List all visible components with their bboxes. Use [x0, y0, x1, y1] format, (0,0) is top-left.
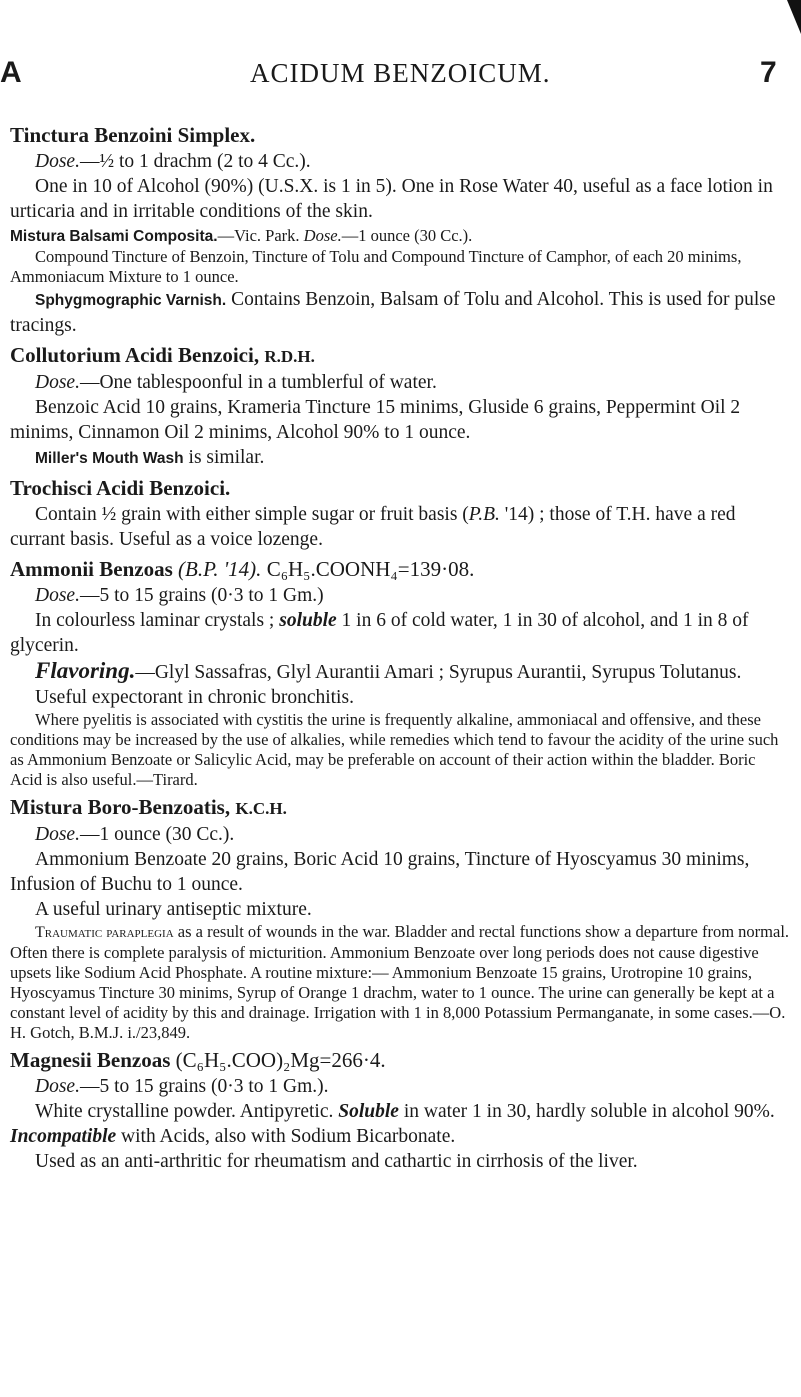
dose-line [10, 583, 790, 608]
miller-text: is similar. [188, 447, 265, 468]
dose-line [10, 1074, 790, 1099]
clinical-note: Where pyelitis is associated with cystitis the urine is frequently alkaline, ammoniacal and offensive, and these conditions may be increased by the use of alkalies, while remedies which tend to favour the acidity of the urine such as Ammonium Benzoate or Salicylic Acid, may be preferable on account of their action within the bladder. Boric Acid is also useful.—Tirard. [10, 710, 779, 789]
formula-name: Mistura Balsami Composita. [10, 228, 218, 245]
entry-paragraph: Benzoic Acid 10 grains, Krameria Tincture 15 minims, Gluside 6 grains, Peppermint Oil 2 minims, Cinnamon Oil 2 minims, Alcohol 90% to 1 ounce. [10, 397, 741, 443]
text-run: Contain ½ grain with either simple sugar or fruit basis ( [35, 504, 469, 525]
entry-heading [10, 1047, 790, 1074]
entry-paragraph: Useful expectorant in chronic bronchitis. [35, 687, 354, 708]
dose-line [10, 149, 790, 174]
soluble-label: Soluble [338, 1101, 399, 1122]
entry-heading [10, 342, 790, 370]
entry-heading [10, 556, 790, 583]
text-run: 1 in 6 of cold water, 1 in 30 of alcohol, and 1 in 8 of glycerin. [10, 610, 749, 656]
varnish-name: Sphygmographic Varnish. [35, 292, 227, 309]
entry-paragraph [10, 1099, 790, 1149]
entry-heading [10, 794, 790, 822]
header-title: ACIDUM BENZOICUM. [250, 58, 551, 88]
entry-heading-text: Mistura Boro-Benzoatis, [10, 795, 231, 819]
entry-paragraph [10, 445, 790, 471]
entry-paragraph [10, 608, 790, 658]
text-run: with Acids, also with Sodium Bicarbonate. [121, 1126, 456, 1147]
flavoring-label: Flavoring. [35, 658, 136, 683]
entry-paragraph: Ammonium Benzoate 20 grains, Boric Acid 10 grains, Tincture of Hyoscyamus 30 minims, Infusion of Buchu to 1 ounce. [10, 849, 750, 895]
dose-text: —One tablespoonful in a tumblerful of water. [79, 372, 437, 393]
dose-text: —5 to 15 grains (0·3 to 1 Gm.). [79, 1076, 329, 1097]
entry-heading-ref: R.D.H. [264, 347, 315, 366]
dose-label: Dose. [35, 151, 80, 172]
text-run: In colourless laminar crystals ; [35, 610, 275, 631]
dose-text: —1 ounce (30 Cc.). [79, 824, 235, 845]
dose-text: —½ to 1 drachm (2 to 4 Cc.). [79, 151, 311, 172]
dose-label: Dose. [35, 1076, 80, 1097]
dose-line [10, 822, 790, 847]
pharmacopoeia-ref: P.B. [468, 504, 500, 525]
note-label: Traumatic paraplegia [35, 924, 174, 941]
entry-heading: Trochisci Acidi Benzoici. [10, 476, 231, 500]
entry-paragraph: Used as an anti-arthritic for rheumatism and cathartic in cirrhosis of the liver. [35, 1151, 638, 1172]
dose-label: Dose. [35, 372, 80, 393]
entry-heading: Tinctura Benzoini Simplex. [10, 123, 256, 147]
entry-paragraph [10, 658, 790, 685]
entry-paragraph [10, 287, 790, 338]
dose-text: —5 to 15 grains (0·3 to 1 Gm.) [79, 585, 324, 606]
text-run: in water 1 in 30, hardly soluble in alcohol 90%. [403, 1101, 775, 1122]
flavoring-text: —Glyl Sassafras, Glyl Aurantii Amari ; Syrupus Aurantii, Syrupus Tolutanus. [135, 662, 742, 683]
dose-line [10, 370, 790, 395]
dose-text: —1 ounce (30 Cc.). [341, 226, 473, 245]
miller-name: Miller's Mouth Wash [35, 450, 184, 467]
running-header [0, 56, 801, 96]
formula-paragraph: Compound Tincture of Benzoin, Tincture of Tolu and Compound Tincture of Camphor, of each 20 minims, Ammoniacum Mixture to 1 ounce. [10, 247, 742, 286]
entry-paragraph: A useful urinary antiseptic mixture. [35, 899, 312, 920]
note-text: as a result of wounds in the war. Bladder and rectal functions show a departure from normal. Often there is complete paralysis of micturition. Ammonium Benzoate over long periods does not cause digestive upsets like Sodium Acid Phosphate. A routine mixture:— Ammonium Benzoate 15 grains, Urotropine 10 grains, Hyoscyamus Tincture 30 minims, Syrup of Orange 1 drachm, water to 1 ounce. The urine can generally be kept at a constant level of acidity by this and drainage. Irrigation with 1 in 8,000 Potassium Permanganate, in some cases.—O. H. Gotch, B.M.J. i./23,849. [10, 922, 790, 1042]
entry-heading-text: Ammonii Benzoas [10, 557, 173, 581]
text-run: '14) ; those of T.H. have a red currant basis. Useful as a voice lozenge. [10, 504, 736, 550]
page-body [10, 122, 790, 1174]
dose-label: Dose. [35, 585, 80, 606]
entry-heading-ref: K.C.H. [235, 799, 287, 818]
entry-heading-text: Magnesii Benzoas [10, 1048, 171, 1072]
dose-label: Dose. [303, 226, 342, 245]
clinical-note [10, 922, 790, 1043]
incompatible-label: Incompatible [10, 1126, 117, 1147]
entry-paragraph: One in 10 of Alcohol (90%) (U.S.X. is 1 in 5). One in Rose Water 40, useful as a face lotion in urticaria and in irritable conditions of the skin. [10, 176, 773, 222]
header-section-letter: A [0, 56, 22, 89]
formula-line [10, 226, 790, 247]
formula-ref: —Vic. Park. [217, 226, 300, 245]
chemical-formula: (C₆H₅.COO)₂Mg=266·4. [175, 1048, 386, 1072]
text-run: White crystalline powder. Antipyretic. [35, 1101, 334, 1122]
varnish-text: Contains Benzoin, Balsam of Tolu and Alcohol. This is used for pulse tracings. [10, 289, 776, 336]
soluble-label: soluble [279, 610, 337, 631]
entry-heading-ref: (B.P. '14). [178, 557, 262, 581]
entry-paragraph [10, 502, 790, 552]
chemical-formula: C₆H₅.COONH₄=139·08. [266, 557, 475, 581]
page-corner-mark [787, 0, 801, 34]
dose-label: Dose. [35, 824, 80, 845]
page-number: 7 [760, 56, 777, 89]
entry-heading-text: Collutorium Acidi Benzoici, [10, 343, 260, 367]
